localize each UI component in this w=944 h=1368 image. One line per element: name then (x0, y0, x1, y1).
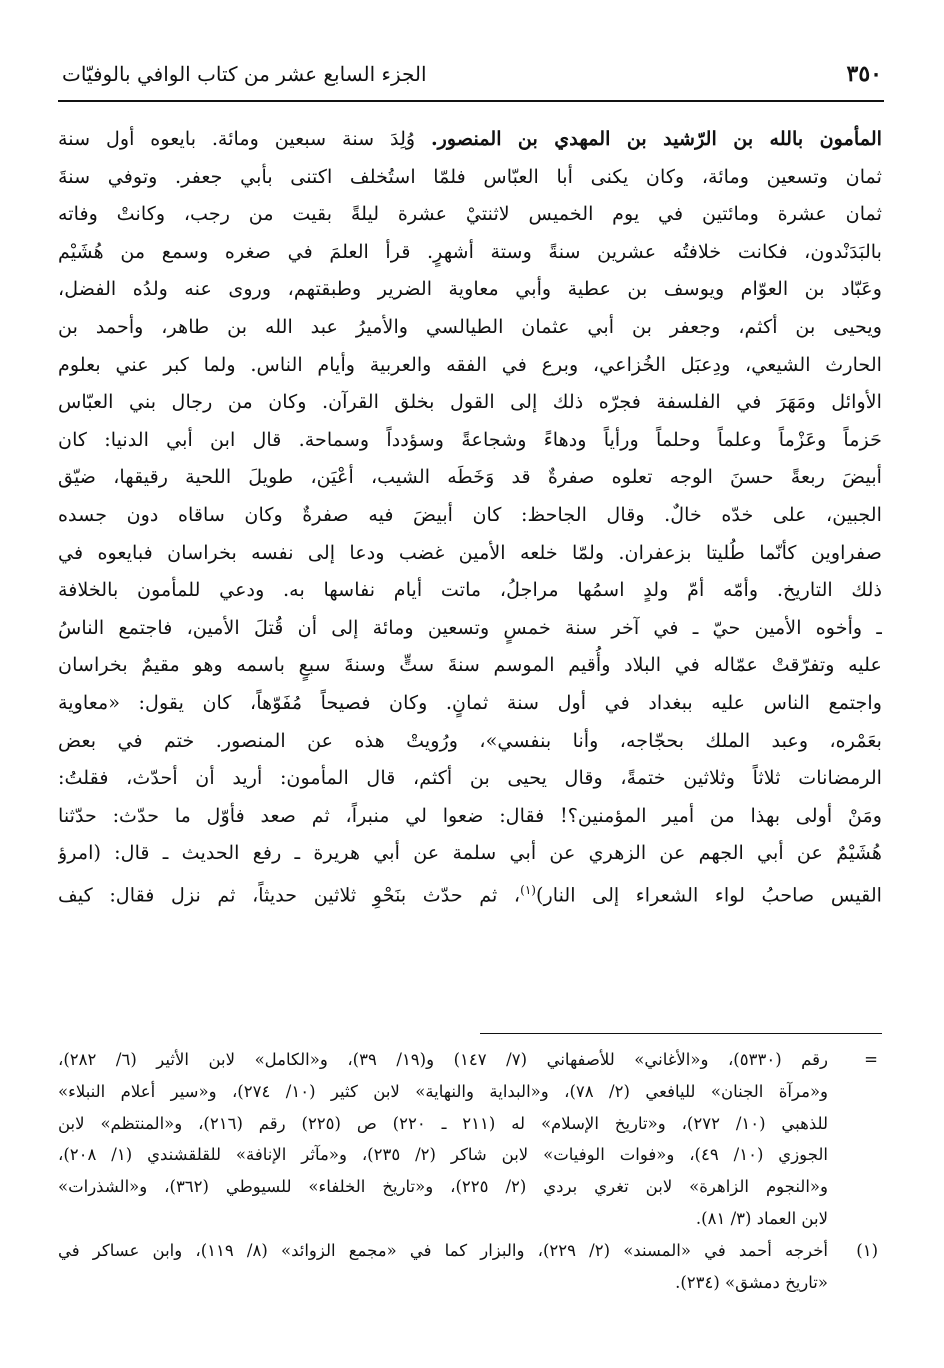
text-line-9: حَزماً وعَزْماً وعلماً وحلماً ورأياً ودهاءً وشجاعةً وسؤدداً وسماحة. قال ابن أبي الدنيا: كان (58, 427, 882, 451)
text-line-19: ومَنْ أولى بهذا من أمير المؤمنين؟! فقال: ضعوا لي منبراً، ثم صعد فأوّل ما حدّث: حدّثنا (58, 803, 882, 827)
text-line-1-rest: وُلِدَ سنة سبعين ومائة. بايعوه أول سنة (58, 127, 431, 150)
footnote-rule (480, 1033, 882, 1034)
footnotes (58, 1044, 886, 1298)
footnote-1-label: (١) (856, 1240, 878, 1260)
text-line-10: أبيضَ ربعةً حسنَ الوجه تعلوه صفرةٌ قد وَخَطَه الشيب، أعْيَن، طويلَ اللحية رقيقها، ضيّق (58, 465, 882, 489)
footnote-continuation (58, 1044, 886, 1235)
running-header (62, 54, 882, 94)
footnote-line: الجوزي (١٠/ ٤٩)، و«فوات الوفيات» لابن شاكر (٢/ ٢٣٥)، و«مآثر الإنافة» للقلقشندي (١/ ٢٠٨)، (58, 1145, 828, 1165)
footnote-reference[interactable]: (١) (520, 882, 536, 897)
text-line-15: عليه وتفرّقتْ عمّاله في البلاد وأُقيم الموسم سنةَ ستٍّ وسنةَ سبعٍ باسمه وهو مقيمٌ بخراسان (58, 653, 882, 677)
text-line-4: بالبَدَنْدون، فكانت خلافتُه عشرين سنةً وستة أشهرٍ. قرأ العلمَ في صغره وسمع من هُشَيْم (58, 239, 882, 263)
footnote-line: للذهبي (١٠/ ٢٧٢)، و«تاريخ الإسلام» له (٢١١ ـ ٢٢٠) ص (٢٢٥) رقم (٢١٦)، و«المنتظم» لابن (58, 1113, 828, 1133)
text-line-12: صفراوين كأنّما طُليتا بزعفران. ولمّا خلعه الأمين غضب ودعا إلى نفسه بخراسان فبايعوه في (58, 540, 882, 564)
text-line-18: الرمضانات ثلاثاً وثلاثين ختمةً، وقال يحيى بن أكثم، قال المأمون: أريد أن أحدّث، فقلتُ: (58, 766, 882, 790)
continuation-marker: = (864, 1050, 878, 1069)
text-line-6: ويحيى بن أكثم، وجعفر بن أبي عثمان الطيالسي والأميرُ عبد الله بن طاهر، وأحمد بن (58, 314, 882, 338)
footnote-line: لابن العماد (٣/ ٨١). (695, 1208, 828, 1228)
text-line-21-rest: ، ثم حدّث بنَحْوِ ثلاثين حديثاً، ثم نزل فقال: كيف (58, 883, 521, 907)
footnote-line: رقم (٥٣٣٠)، و«الأغاني» للأصفهاني (٧/ ١٤٧) و(١٩/ ٣٩)، و«الكامل» لابن الأثير (٦/ ٢٨٢)، (58, 1050, 828, 1069)
text-line-7: الحارث الشيعي، ودِعبَل الخُزاعي، وبرع في الفقه والعربية وأيام الناس. ولما كبر عني بعلوم (58, 352, 882, 376)
text-line-17: بعَمْره، وعبد الملك بحجّاجه، وأنا بنفسي»، ورُويتْ هذه عن المنصور. ختم في بعض (58, 728, 882, 752)
footnote-1 (58, 1235, 886, 1299)
text-line-8: الأوائل ومَهَرَ في الفلسفة فجرّه ذلك إلى القول بخلق القرآن. وكان من رجال بني العبّاس (58, 390, 882, 414)
footnote-1-body (58, 1235, 828, 1299)
text-line-20: هُشَيْمٌ عن أبي الجهم عن الزهري عن أبي سلمة عن أبي هريرة ـ رفع الحديث ـ قال: (امرؤ (58, 841, 882, 865)
text-line-21-start: القيس صاحبُ لواء الشعراء إلى النار) (535, 883, 882, 907)
running-title: الجزء السابع عشر من كتاب الوافي بالوفيّات (62, 62, 427, 86)
biography-lead: المأمون بالله بن الرّشيد بن المهدي بن المنصور. (430, 127, 882, 150)
page-number: ٣٥٠ (846, 61, 882, 87)
text-line-21 (58, 872, 882, 910)
footnote-line: «تاريخ دمشق» (٢٣٤). (675, 1272, 828, 1292)
main-text (58, 120, 882, 909)
footnote-line: أخرجه أحمد في «المسند» (٢/ ٢٢٩)، والبزار كما في «مجمع الزوائد» (٨/ ١١٩)، وابن عساكر في (58, 1240, 828, 1260)
text-line-11: الجبين، على خدّه خالٌ. وقال الجاحظ: كان أبيضَ فيه صفرةٌ وكان ساقاه دون جسده (58, 502, 882, 526)
footnote-line: و«مرآة الجنان» لليافعي (٢/ ٧٨)، و«البداية والنهاية» لابن كثير (١٠/ ٢٧٤)، و«سير أعلام النبلاء» (58, 1081, 828, 1101)
text-line-5: وعَبّاد بن العوّام ويوسف بن عطية وأبي معاوية الضرير وطبقتهم، وروى عنه ولدُه الفضل، (58, 277, 882, 301)
text-line-16: واجتمع الناس عليه ببغداد في أول سنة ثمانٍ. وكان فصيحاً مُفَوّهاً، كان يقول: «معاوية (58, 690, 882, 714)
text-line-3: ثمان عشرة ومائتين في يوم الخميس لاثنتيْ عشرة ليلةً بقيت من رجب، وكانتْ وفاته (58, 202, 882, 226)
text-line-13: ذلك التاريخ. وأمّه أمّ ولدٍ اسمُها مراجلُ، ماتت أيام نفاسها به. ودعي للمأمون بالخلافة (58, 578, 882, 602)
header-rule (58, 100, 884, 102)
text-line-14: ـ وأخوه الأمين حيّ ـ في آخر سنة خمسٍ وتسعين ومائة إلى أن قُتلَ الأمين، فاجتمع الناسُ (58, 615, 882, 639)
continuation-body (58, 1044, 828, 1235)
text-line-1 (58, 120, 882, 158)
text-line-2: ثمان وتسعين ومائة، وكان يكنى أبا العبّاس فلمّا استُخلف اكتنى بأبي جعفر. وتوفي سنةَ (58, 164, 882, 188)
footnote-line: و«النجوم الزاهرة» لابن تغري بردي (٢/ ٢٢٥)، و«تاريخ الخلفاء» للسيوطي (٣٦٢)، و«الشذرات» (58, 1177, 828, 1197)
